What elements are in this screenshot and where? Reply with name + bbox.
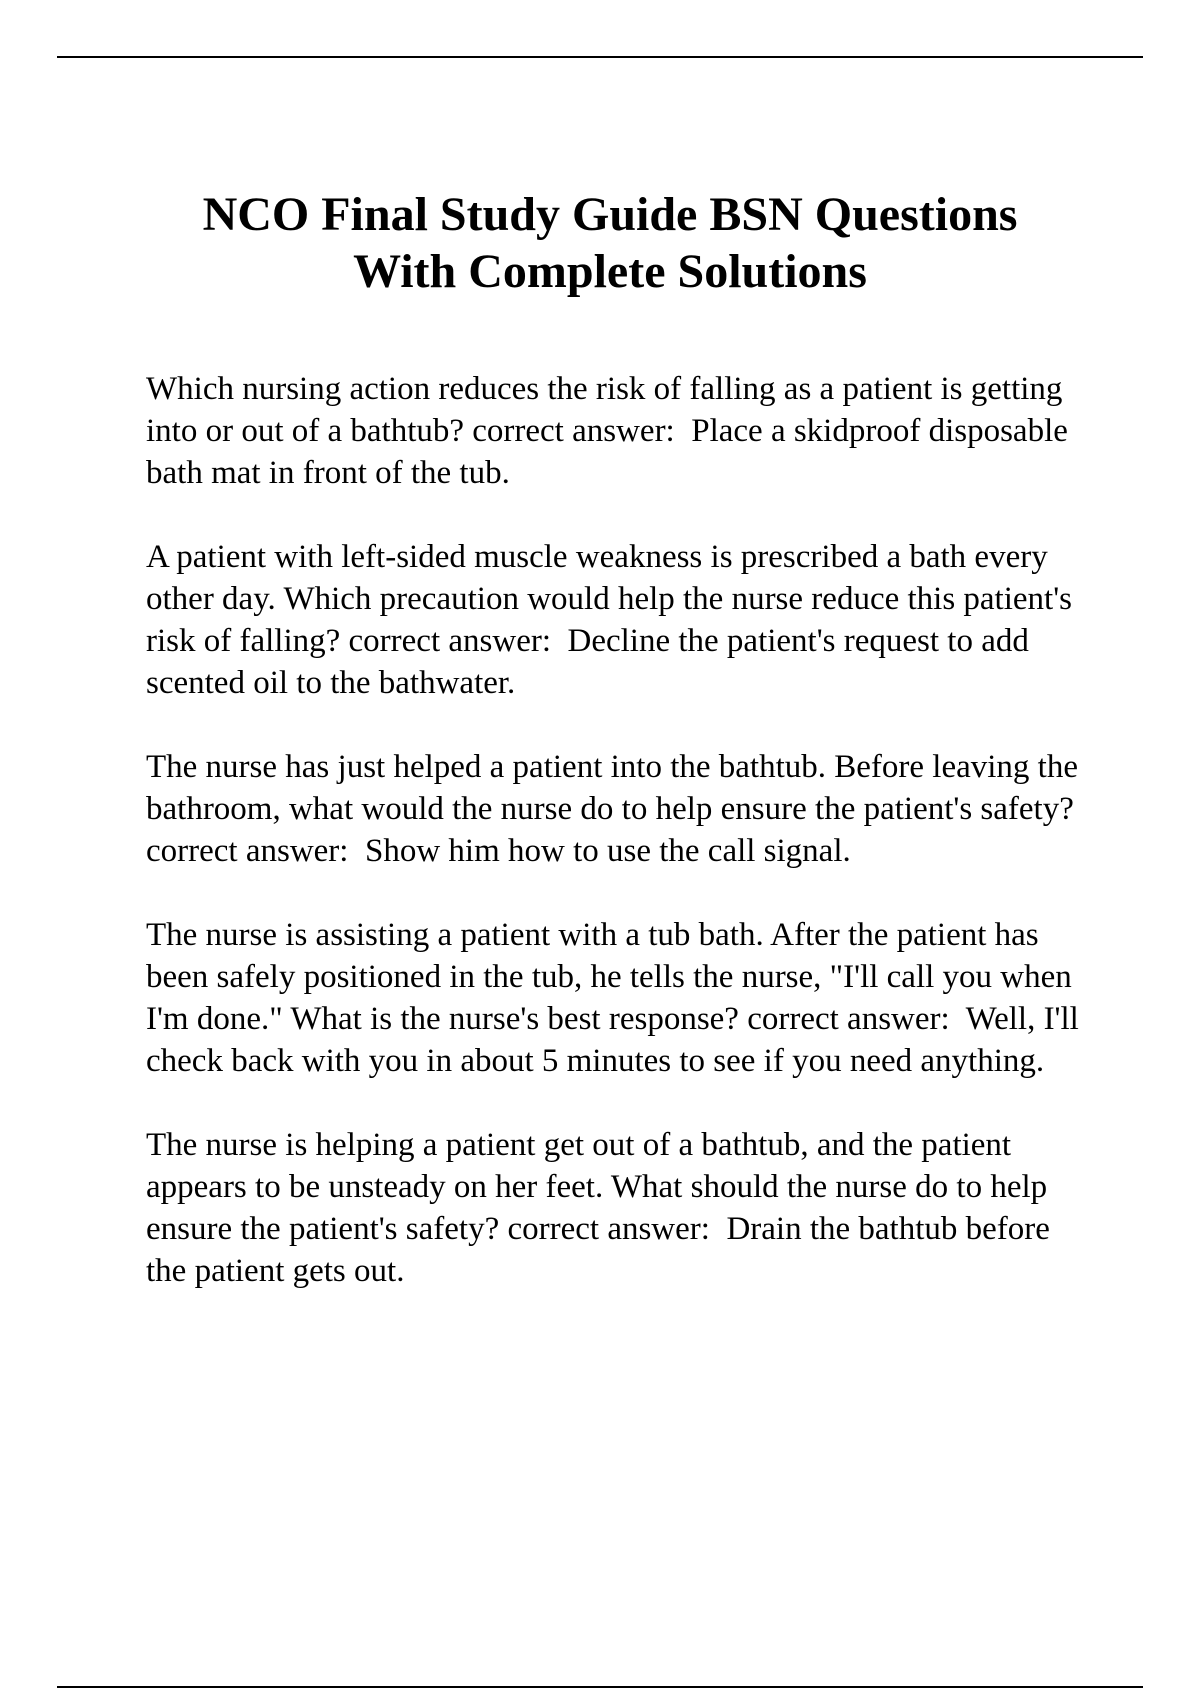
title-line-1: NCO Final Study Guide BSN Questions [202, 188, 1018, 241]
answer-marker: correct answer: [747, 1001, 950, 1037]
answer-text: Place a skidproof disposable bath mat in front of the tub. [146, 413, 1068, 491]
qa-item [146, 746, 1096, 872]
answer-marker: correct answer: [472, 413, 675, 449]
answer-text: Show him how to use the call signal. [364, 833, 851, 869]
answer-text: Decline the patient's request to add scented oil to the bathwater. [146, 623, 1029, 701]
qa-item [146, 914, 1096, 1082]
question-text: Which nursing action reduces the risk of falling as a patient is getting into or out of a bathtub? [146, 371, 1063, 449]
answer-marker: correct answer: [146, 833, 349, 869]
question-text: The nurse has just helped a patient into the bathtub. Before leaving the bathroom, what would the nurse do to help ensure the patient's safety? [146, 749, 1078, 827]
answer-marker: correct answer: [348, 623, 551, 659]
qa-item [146, 368, 1096, 494]
question-text: A patient with left-sided muscle weakness is prescribed a bath every other day. Which precaution would help the nurse reduce this patient's risk of falling? [146, 539, 1072, 659]
qa-item [146, 536, 1096, 704]
qa-item [146, 1124, 1096, 1292]
title-line-2: With Complete Solutions [353, 245, 867, 298]
question-text: The nurse is assisting a patient with a tub bath. After the patient has been safely positioned in the tub, he tells the nurse, "I'll call you when I'm done." What is the nurse's best response? [146, 917, 1072, 1037]
answer-text: Drain the bathtub before the patient gets out. [146, 1211, 1050, 1289]
page-title [120, 186, 1100, 300]
answer-text: Well, I'll check back with you in about 5 minutes to see if you need anything. [146, 1001, 1079, 1079]
answer-marker: correct answer: [507, 1211, 710, 1247]
question-text: The nurse is helping a patient get out of a bathtub, and the patient appears to be unsteady on her feet. What should the nurse do to help ensure the patient's safety? [146, 1127, 1048, 1247]
top-rule [57, 56, 1143, 58]
bottom-rule [57, 1686, 1143, 1688]
qa-list [146, 368, 1096, 1334]
